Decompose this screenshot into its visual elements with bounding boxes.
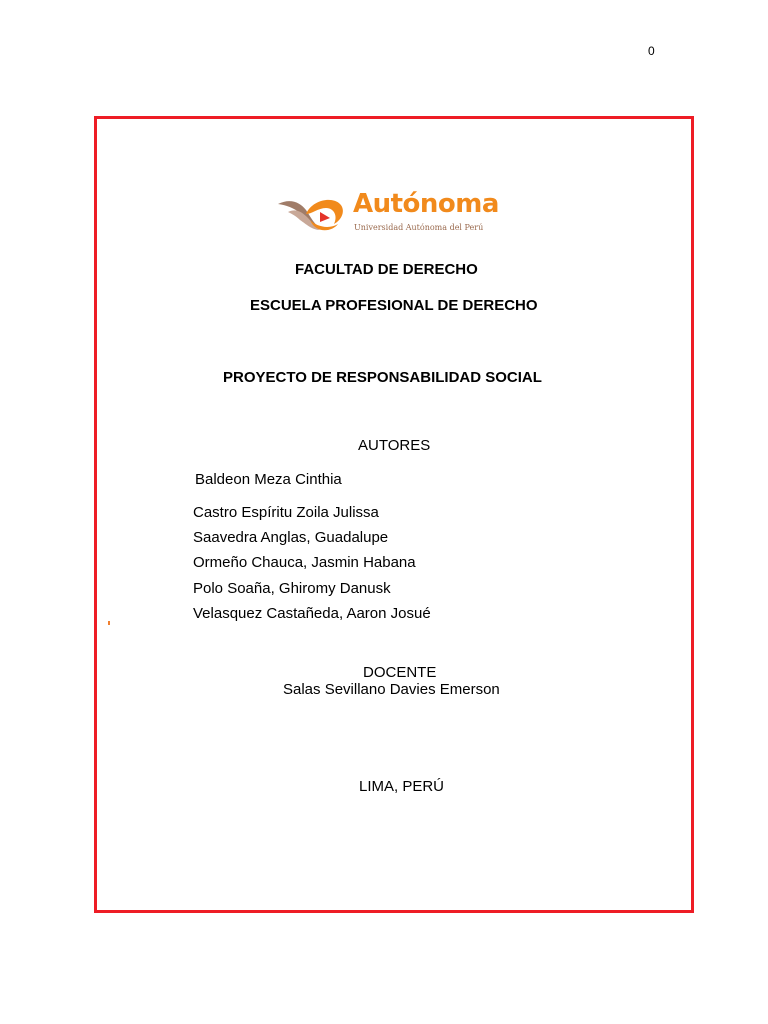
university-logo [276, 189, 506, 238]
school-heading: ESCUELA PROFESIONAL DE DERECHO [250, 297, 538, 314]
project-title: PROYECTO DE RESPONSABILIDAD SOCIAL [223, 369, 542, 386]
university-logo-mark-icon [276, 194, 348, 234]
university-logo-name: Autónoma [353, 189, 499, 219]
location: LIMA, PERÚ [359, 778, 445, 795]
stray-mark [108, 621, 110, 625]
teacher-name: Salas Sevillano Davies Emerson [283, 681, 500, 698]
author-name: Castro Espíritu Zoila Julissa [193, 504, 379, 521]
university-logo-subtitle: Universidad Autónoma del Perú [354, 223, 484, 232]
teacher-heading: DOCENTE [363, 664, 437, 681]
page-number: 0 [648, 44, 655, 58]
author-name: Baldeon Meza Cinthia [195, 471, 342, 488]
author-name: Saavedra Anglas, Guadalupe [193, 529, 389, 546]
author-name: Ormeño Chauca, Jasmin Habana [193, 554, 416, 571]
faculty-heading: FACULTAD DE DERECHO [295, 261, 478, 278]
authors-heading: AUTORES [358, 437, 431, 454]
author-name: Velasquez Castañeda, Aaron Josué [193, 605, 431, 622]
author-name: Polo Soaña, Ghiromy Danusk [193, 580, 391, 597]
